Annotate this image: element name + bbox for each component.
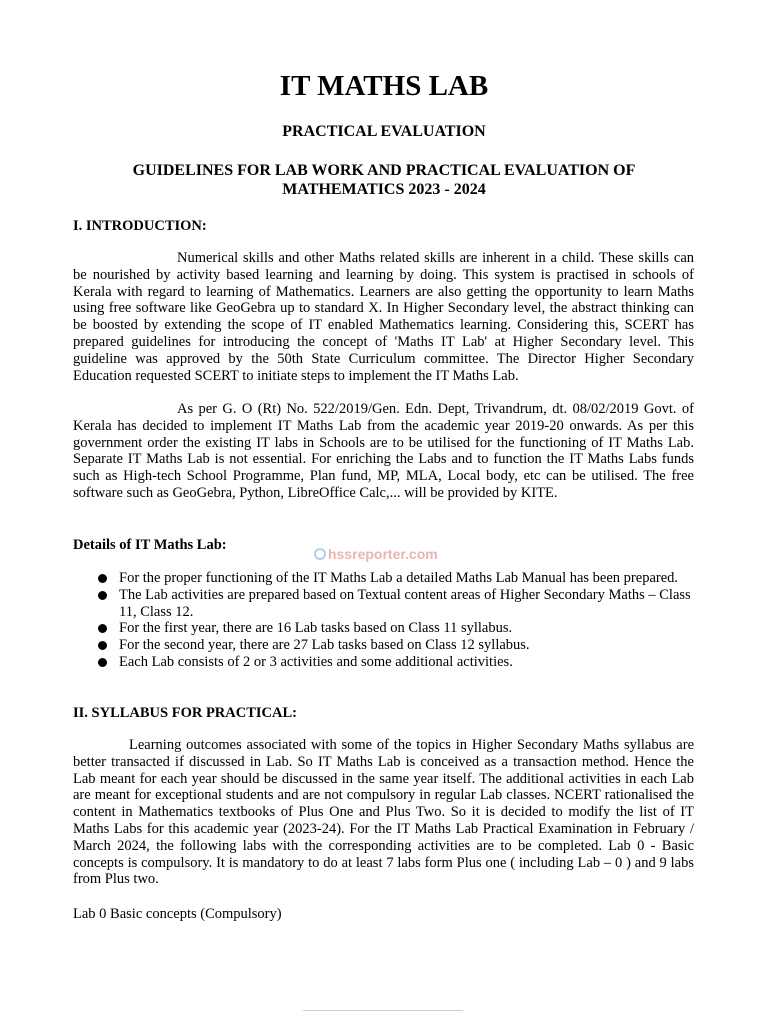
list-item — [95, 620, 695, 637]
lab-0-line: Lab 0 Basic concepts (Compulsory) — [73, 906, 282, 922]
list-item-text: The Lab activities are prepared based on Textual content areas of Higher Secondary Maths – Class 11, Class 12. — [119, 586, 691, 620]
details-heading: Details of IT Maths Lab: — [73, 537, 227, 553]
guidelines-heading: GUIDELINES FOR LAB WORK AND PRACTICAL EVALUATION OF MATHEMATICS 2023 - 2024 — [132, 162, 636, 198]
details-list — [95, 570, 695, 671]
footer-divider — [303, 1010, 463, 1011]
list-item — [95, 654, 695, 671]
page-title: IT MATHS LAB — [279, 70, 489, 102]
bullet-icon — [98, 641, 107, 650]
bullet-icon — [98, 574, 107, 583]
syllabus-heading: II. SYLLABUS FOR PRACTICAL: — [73, 705, 297, 721]
watermark-text: hssreporter.com — [328, 546, 438, 562]
introduction-heading: I. INTRODUCTION: — [73, 218, 207, 234]
list-item-text: For the proper functioning of the IT Maths Lab a detailed Maths Lab Manual has been prepared. — [119, 570, 679, 586]
bullet-icon — [98, 658, 107, 667]
list-item — [95, 570, 695, 587]
bullet-icon — [98, 624, 107, 633]
introduction-paragraph: Numerical skills and other Maths related skills are inherent in a child. These skills can be nourished by activity based learning and learning by doing. This system is practised in schools of Kerala with regard to learning of Mathematics. Learners are also getting the opportunity to learn Maths using free software like GeoGebra up to standard X. In Higher Secondary level, the abstract thinking can be boosted by extending the scope of IT enabled Mathematics learning. Considering this, SCERT has prepared guidelines for introducing the concept of 'Maths IT Lab' at Higher Secondary level. This guideline was approved by the 50th State Curriculum committee. The Director Higher Secondary Education requested SCERT to initiate steps to implement the IT Maths Lab. — [73, 250, 694, 384]
list-item-text: For the second year, there are 27 Lab tasks based on Class 12 syllabus. — [119, 637, 530, 654]
government-order-paragraph: As per G. O (Rt) No. 522/2019/Gen. Edn. Dept, Trivandrum, dt. 08/02/2019 Govt. of Kerala has decided to implement IT Maths Lab from the academic year 2019-20 onwards. As per this government order the existing IT labs in Schools are to be utilised for the functioning of IT Maths Lab. Separate IT Maths Lab is not essential. For enriching the Labs and to function the IT Maths Labs funds such as High-tech School Programme, Plan fund, MP, MLA, Local body, etc can be utilised. The free software such as GeoGebra, Python, LibreOffice Calc,... will be provided by KITE. — [73, 401, 694, 501]
list-item-text: For the first year, there are 16 Lab tasks based on Class 11 syllabus. — [119, 620, 513, 637]
list-item — [95, 587, 695, 621]
bullet-icon — [98, 591, 107, 600]
list-item-text: Each Lab consists of 2 or 3 activities and some additional activities. — [119, 653, 513, 670]
page-subtitle: PRACTICAL EVALUATION — [282, 123, 486, 140]
watermark-logo-icon — [314, 548, 326, 560]
watermark — [314, 546, 438, 562]
list-item — [95, 637, 695, 654]
syllabus-paragraph: Learning outcomes associated with some of the topics in Higher Secondary Maths syllabus are better transacted if discussed in Lab. So IT Maths Lab is conceived as a transaction method. Hence the Lab meant for each year should be discussed in the same year itself. The additional activities in each Lab are meant for exceptional students and are not compulsory in regular Lab classes. NCERT rationalised the content in Mathematics textbooks of Plus One and Plus Two. So it is decided to modify the list of IT Maths Labs for this academic year (2023-24). For the IT Maths Lab Practical Examination in February / March 2024, the following labs with the corresponding activities are to be completed. Lab 0 - Basic concepts is compulsory. It is mandatory to do at least 7 labs form Plus one ( including Lab – 0 ) and 9 labs from Plus two. — [73, 737, 694, 888]
